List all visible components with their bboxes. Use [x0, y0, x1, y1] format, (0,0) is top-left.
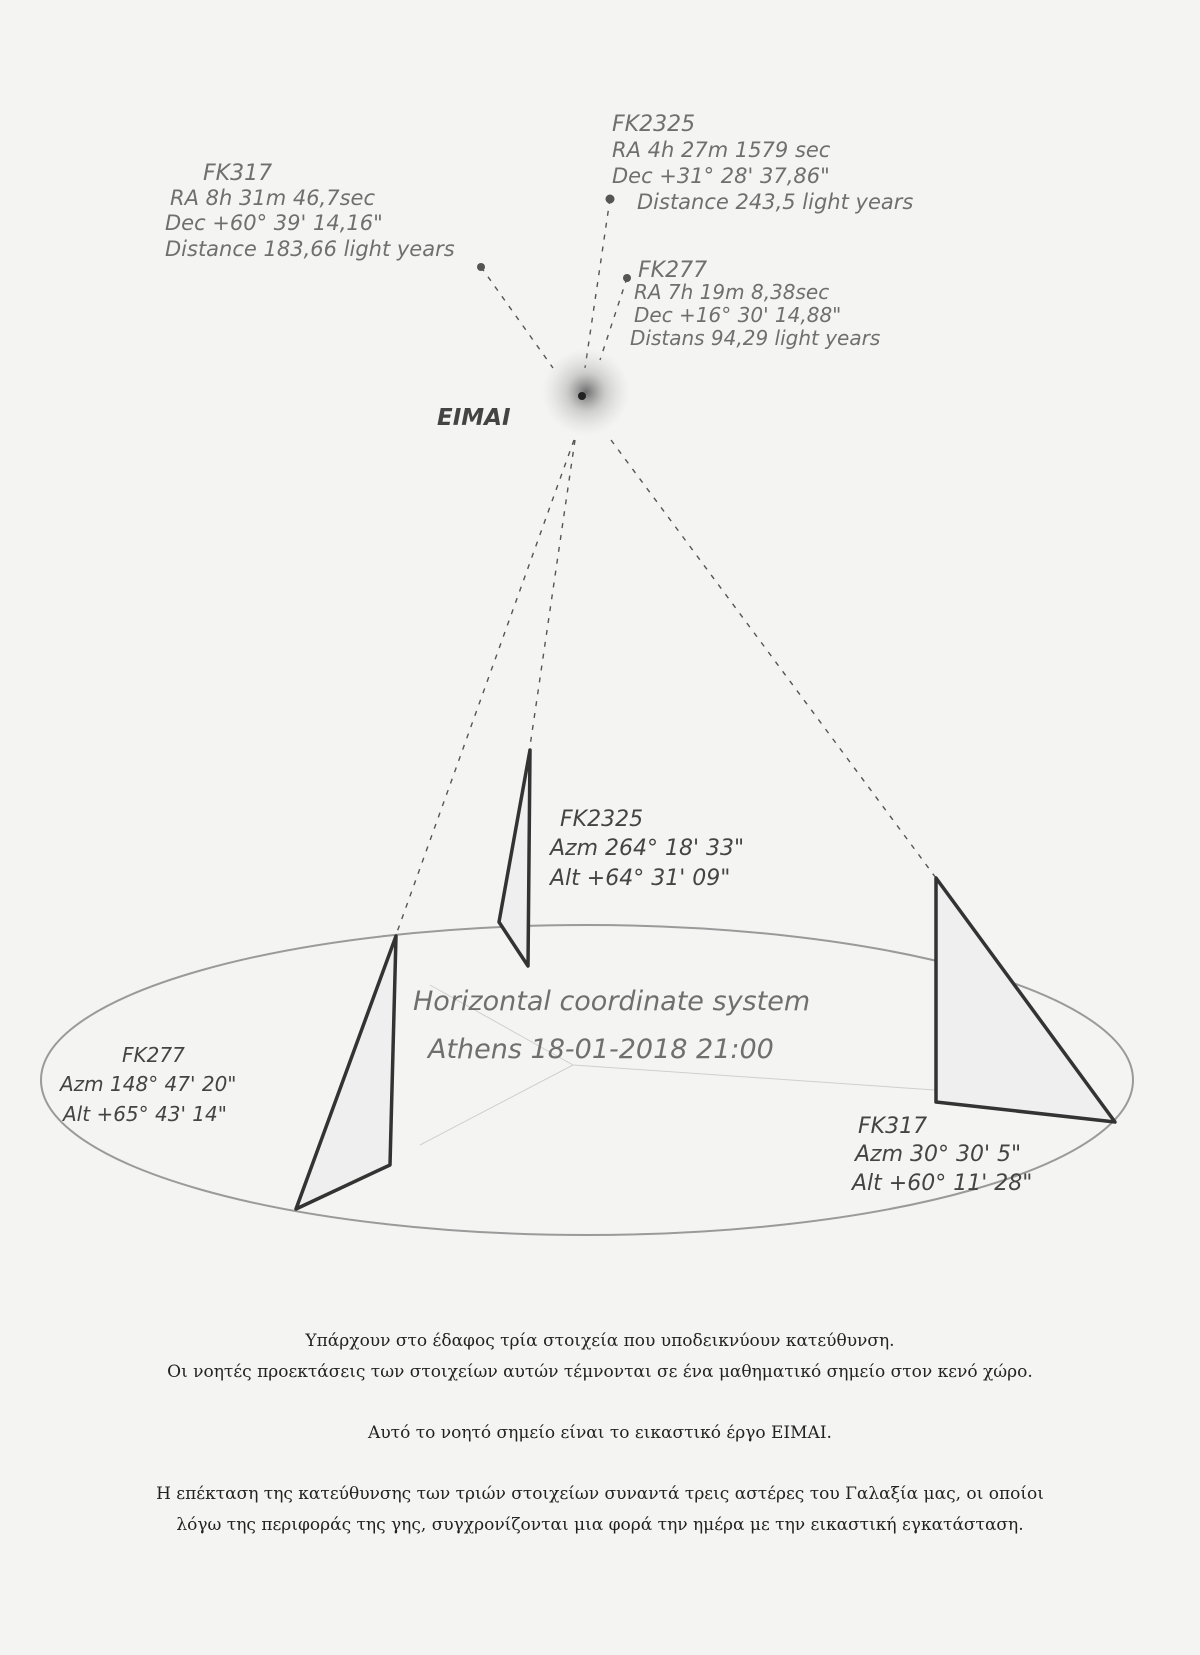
marker-fk2325: [499, 750, 530, 966]
projection-fk317-ground: [611, 440, 936, 878]
star-dec: Dec +16° 30' 14,88": [634, 303, 842, 327]
eimai-glow: [542, 348, 630, 436]
marker-name: FK2325: [560, 807, 644, 832]
place-date: Athens 18-01-2018 21:00: [428, 1034, 774, 1065]
star-ra: RA 7h 19m 8,38sec: [634, 280, 830, 304]
caption-line-1: Υπάρχουν στο έδαφος τρία στοιχεία που υποδεικνύουν κατεύθυνση.: [305, 1331, 895, 1351]
star-label-fk317: [165, 161, 455, 261]
star-fk2325-point: [606, 195, 615, 204]
eimai-point: [578, 392, 586, 400]
marker-name: FK277: [122, 1043, 185, 1067]
marker-alt: Alt +60° 11' 28": [852, 1171, 1033, 1196]
marker-name: FK317: [858, 1114, 928, 1139]
caption-line-3: Αυτό το νοητό σημείο είναι το εικαστικό έργο ΕΙΜΑΙ.: [368, 1423, 832, 1443]
marker-alt: Alt +65° 43' 14": [63, 1102, 227, 1126]
marker-fk277: [296, 936, 396, 1209]
star-name: FK2325: [612, 112, 696, 137]
star-ra: RA 8h 31m 46,7sec: [170, 186, 375, 210]
star-distance: Distans 94,29 light years: [630, 326, 881, 350]
star-name: FK277: [638, 258, 708, 283]
star-fk317-point: [477, 263, 485, 271]
marker-fk317: [936, 878, 1115, 1122]
projection-fk2325-ground: [529, 440, 575, 753]
projection-fk317-star: [481, 267, 553, 368]
caption-line-2: Οι νοητές προεκτάσεις των στοιχείων αυτών τέμνονται σε ένα μαθηματικό σημείο στον κενό χώρο.: [167, 1362, 1033, 1382]
star-name: FK317: [203, 161, 273, 186]
star-ra: RA 4h 27m 1579 sec: [612, 138, 831, 162]
star-label-fk277: [630, 258, 880, 350]
projection-fk2325-star: [585, 199, 610, 368]
star-dec: Dec +60° 39' 14,16": [165, 211, 383, 235]
star-label-fk2325: [612, 112, 913, 214]
ground-label-fk317: [850, 1114, 1032, 1196]
projection-fk277-star: [600, 278, 627, 360]
marker-alt: Alt +64° 31' 09": [550, 866, 731, 891]
marker-azm: Azm 30° 30' 5": [855, 1142, 1022, 1167]
star-dec: Dec +31° 28' 37,86": [612, 164, 830, 188]
marker-azm: Azm 264° 18' 33": [550, 836, 745, 861]
star-fk277-point: [623, 274, 631, 282]
projection-fk277-ground: [396, 440, 574, 935]
marker-azm: Azm 148° 47' 20": [60, 1072, 237, 1096]
system-title: [413, 986, 810, 1065]
eimai-label: ΕΙΜΑΙ: [437, 405, 511, 431]
ground-markers: [296, 750, 1115, 1209]
caption-line-5: λόγω της περιφοράς της γης, συγχρονίζονται μια φορά την ημέρα με την εικαστική εγκατάσταση.: [176, 1515, 1024, 1535]
star-distance: Distance 183,66 light years: [165, 237, 455, 261]
system-name: Horizontal coordinate system: [413, 986, 811, 1017]
caption-line-4: Η επέκταση της κατεύθυνσης των τριών στοιχείων συναντά τρεις αστέρες του Γαλαξία μας, οι οποίοι: [156, 1484, 1044, 1504]
ground-label-fk2325: [548, 807, 744, 891]
caption: [0, 1326, 1200, 1541]
ground-label-fk277: [58, 1043, 237, 1126]
star-distance: Distance 243,5 light years: [637, 190, 914, 214]
